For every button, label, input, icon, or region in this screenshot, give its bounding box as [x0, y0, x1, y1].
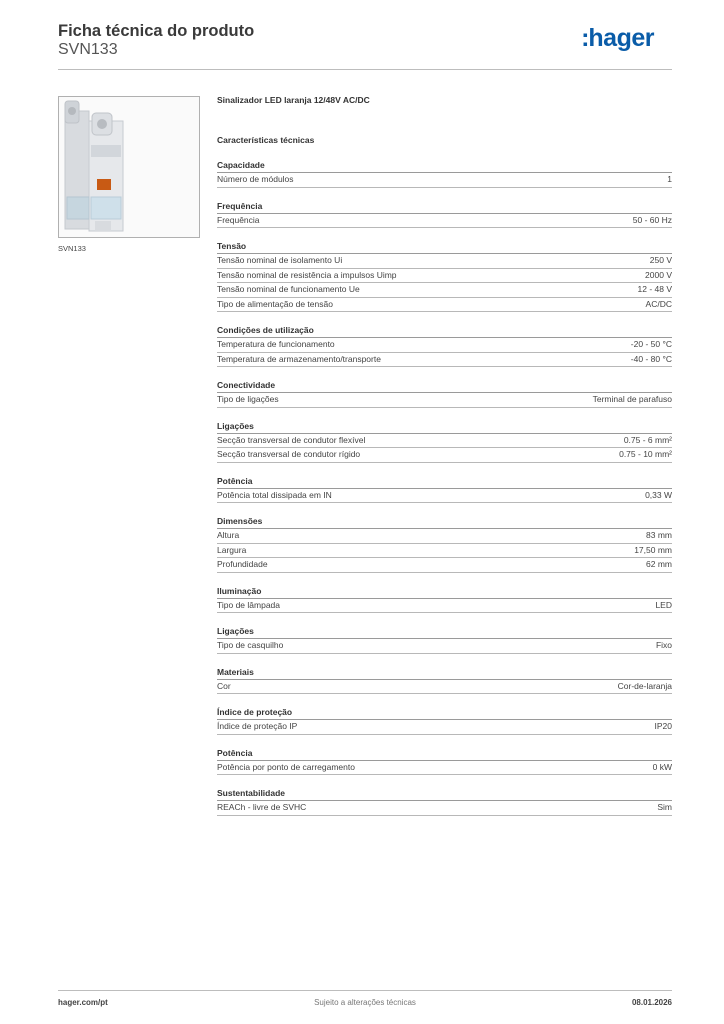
- spec-group: [217, 475, 672, 504]
- spec-group-title: Tensão: [217, 240, 672, 254]
- footer-date: 08.01.2026: [631, 998, 672, 1007]
- spec-group-title: Dimensões: [217, 515, 672, 529]
- spec-label: Frequência: [217, 214, 260, 225]
- spec-row: [217, 680, 672, 695]
- spec-label: Tensão nominal de resistência a impulsos Uimp: [217, 269, 397, 280]
- spec-label: Temperatura de armazenamento/transporte: [217, 353, 381, 364]
- footer-note: Sujeito a alterações técnicas: [314, 998, 416, 1007]
- spec-label: Secção transversal de condutor flexível: [217, 434, 366, 445]
- spec-group-title: Iluminação: [217, 585, 672, 599]
- spec-label: Secção transversal de condutor rígido: [217, 449, 361, 459]
- spec-group-title: Potência: [217, 475, 672, 489]
- spec-row: [217, 639, 672, 654]
- spec-sheet: [217, 94, 672, 828]
- spec-row: [217, 761, 672, 776]
- spec-value: Fixo: [655, 640, 672, 650]
- spec-group-title: Ligações: [217, 420, 672, 434]
- footer-website: hager.com/pt: [58, 998, 108, 1007]
- spec-group: [217, 585, 672, 614]
- spec-label: Índice de proteção IP: [217, 721, 298, 731]
- product-name: Sinalizador LED laranja 12/48V AC/DC: [217, 95, 370, 105]
- spec-group: [217, 747, 672, 776]
- spec-row: [217, 544, 672, 559]
- spec-row: [217, 720, 672, 735]
- spec-label: Tensão nominal de isolamento Ui: [217, 255, 343, 265]
- spec-heading: Características técnicas: [217, 135, 315, 145]
- spec-row: [217, 173, 672, 188]
- spec-group: [217, 625, 672, 654]
- spec-label: Potência por ponto de carregamento: [217, 761, 355, 772]
- spec-value: 12 - 48 V: [637, 284, 672, 294]
- spec-group: [217, 324, 672, 367]
- spec-value: -40 - 80 °C: [630, 353, 672, 364]
- spec-group: [217, 515, 672, 573]
- spec-value: 83 mm: [646, 530, 672, 540]
- spec-value: 1: [667, 174, 672, 184]
- spec-group-title: Conectividade: [217, 379, 672, 393]
- spec-label: Profundidade: [217, 559, 268, 569]
- spec-row: [217, 338, 672, 353]
- spec-group: [217, 787, 672, 816]
- spec-row: [217, 801, 672, 816]
- spec-value: LED: [655, 599, 672, 610]
- spec-row: [217, 489, 672, 504]
- spec-row: [217, 353, 672, 368]
- spec-label: Tipo de alimentação de tensão: [217, 298, 333, 309]
- spec-group-title: Materiais: [217, 666, 672, 680]
- spec-group-title: Capacidade: [217, 159, 672, 173]
- logo-text: hager: [588, 24, 654, 52]
- spec-value: 0,33 W: [645, 489, 672, 500]
- spec-value: 62 mm: [646, 559, 672, 569]
- hager-logo: [581, 24, 654, 53]
- spec-group: [217, 706, 672, 735]
- logo-dots-icon: :: [581, 24, 589, 52]
- spec-label: Potência total dissipada em IN: [217, 489, 332, 500]
- document-title: Ficha técnica do produto: [58, 22, 255, 40]
- spec-group-title: Condições de utilização: [217, 324, 672, 338]
- header-divider: [58, 69, 672, 70]
- spec-row: [217, 434, 672, 449]
- spec-label: Temperatura de funcionamento: [217, 339, 335, 349]
- spec-group: [217, 666, 672, 695]
- footer-divider: [58, 990, 672, 991]
- spec-group: [217, 159, 672, 188]
- spec-value: 0.75 - 10 mm²: [619, 449, 672, 459]
- spec-value: 2000 V: [645, 269, 672, 280]
- image-caption: SVN133: [58, 244, 86, 253]
- spec-value: -20 - 50 °C: [630, 339, 672, 349]
- product-image: [58, 96, 200, 238]
- spec-value: Cor-de-laranja: [617, 680, 672, 691]
- spec-row: [217, 269, 672, 284]
- spec-label: Cor: [217, 680, 231, 691]
- spec-value: 50 - 60 Hz: [632, 214, 672, 225]
- spec-row: [217, 599, 672, 614]
- spec-value: IP20: [654, 721, 672, 731]
- spec-group-title: Sustentabilidade: [217, 787, 672, 801]
- spec-row: [217, 214, 672, 229]
- spec-group-title: Índice de proteção: [217, 706, 672, 720]
- spec-row: [217, 283, 672, 298]
- spec-row: [217, 529, 672, 544]
- spec-group: [217, 200, 672, 229]
- spec-value: Terminal de parafuso: [592, 394, 672, 404]
- spec-value: 250 V: [649, 255, 672, 265]
- product-code: SVN133: [58, 41, 118, 58]
- spec-label: Tensão nominal de funcionamento Ue: [217, 284, 360, 294]
- spec-value: 0.75 - 6 mm²: [623, 434, 672, 445]
- spec-group-title: Potência: [217, 747, 672, 761]
- spec-value: Sim: [657, 802, 672, 812]
- spec-group: [217, 420, 672, 463]
- spec-label: Tipo de casquilho: [217, 640, 284, 650]
- spec-group-title: Frequência: [217, 200, 672, 214]
- page-header: [58, 20, 672, 70]
- spec-label: Tipo de ligações: [217, 394, 279, 404]
- spec-label: Altura: [217, 530, 240, 540]
- spec-row: [217, 393, 672, 408]
- spec-row: [217, 558, 672, 573]
- spec-label: Número de módulos: [217, 174, 294, 184]
- spec-value: 17,50 mm: [634, 544, 672, 555]
- spec-row: [217, 254, 672, 269]
- spec-groups: [217, 159, 672, 816]
- spec-label: REACh - livre de SVHC: [217, 802, 307, 812]
- spec-row: [217, 298, 672, 313]
- modular-indicator-device-icon: [59, 97, 199, 237]
- spec-group-title: Ligações: [217, 625, 672, 639]
- spec-label: Tipo de lâmpada: [217, 599, 281, 610]
- spec-row: [217, 448, 672, 463]
- spec-group: [217, 379, 672, 408]
- spec-group: [217, 240, 672, 312]
- page-footer: [58, 998, 672, 1012]
- spec-value: 0 kW: [652, 761, 672, 772]
- spec-label: Largura: [217, 544, 247, 555]
- spec-value: AC/DC: [645, 298, 672, 309]
